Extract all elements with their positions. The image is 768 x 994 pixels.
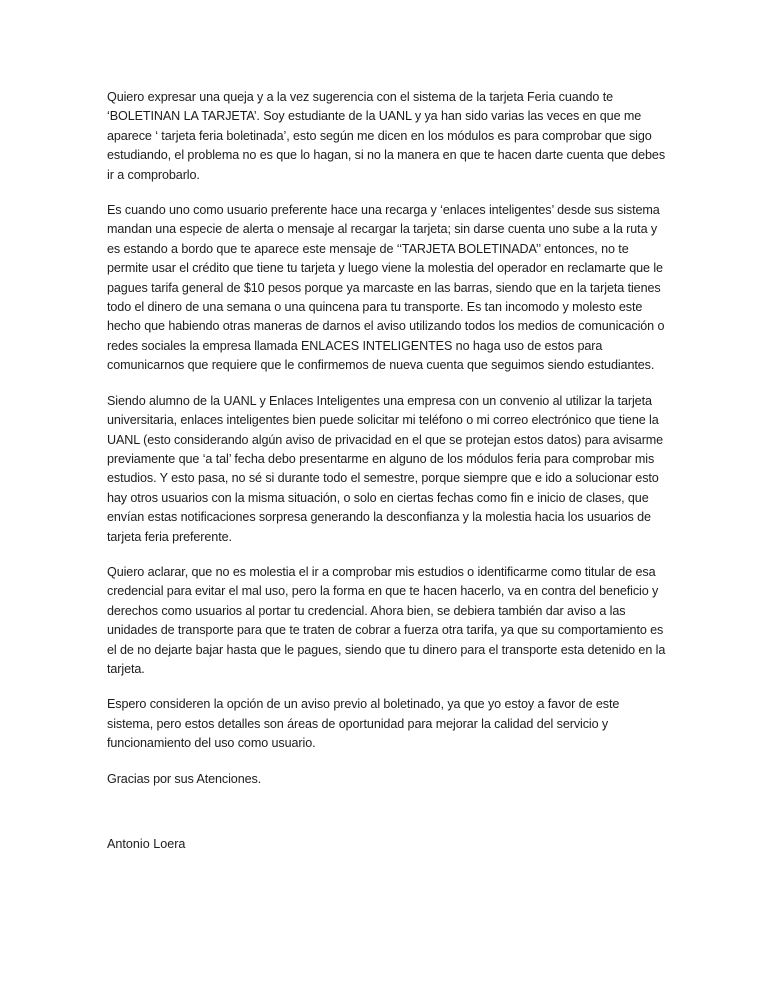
- paragraph-uanl-agreement: Siendo alumno de la UANL y Enlaces Inteligentes una empresa con un convenio al utilizar la tarjeta universitaria, enlaces inteligentes bien puede solicitar mi teléfono o mi correo electrónico que tiene la UANL (esto considerando algún aviso de privacidad en el que se protejan estos datos) para avisarme previamente que ‘a tal’ fecha debo presentarme en alguno de los módulos feria para comprobar mis estudios. Y esto pasa, no sé si durante todo el semestre, porque siempre que e ido a solucionar esto hay otros usuarios con la misma situación, o solo en ciertas fechas como fin e inicio de clases, que envían estas notificaciones sorpresa generando la desconfianza y la molestia hacia los usuarios de tarjeta feria preferente.: [107, 393, 664, 544]
- paragraph-suggestion: Espero consideren la opción de un aviso previo al boletinado, ya que yo estoy a favor de este sistema, pero estos detalles son áreas de oportunidad para mejorar la calidad del servicio y funcionamiento del uso como usuario.: [107, 697, 620, 751]
- paragraph-clarification: Quiero aclarar, que no es molestia el ir a comprobar mis estudios o identificarme como titular de esa credencial para evitar el mal uso, pero la forma en que te hacen hacerlo, va en contra del beneficio y derechos como usuarios al portar tu credencial. Ahora bien, se debiera también dar aviso a las unidades de transporte para que te traten de cobrar a fuerza otra tarifa, ya que su comportamiento es el de no dejarte bajar hasta que le pagues, siendo que tu dinero para el transporte esta detenido en la tarjeta.: [107, 564, 666, 676]
- letter-body: [107, 88, 667, 805]
- signature: Antonio Loera: [107, 837, 186, 851]
- paragraph-thanks: Gracias por sus Atenciones.: [107, 771, 262, 786]
- paragraph-recharge-alert: Es cuando uno como usuario preferente hace una recarga y ‘enlaces inteligentes’ desde sus sistema mandan una especie de alerta o mensaje al recargar la tarjeta; sin darse cuenta uno sube a la ruta y es estando a bordo que te aparece este mensaje de ‘‘TARJETA BOLETINADA’’ entonces, no te permite usar el crédito que tiene tu tarjeta y luego viene la molestia del operador en reclamarte que le pagues tarifa general de $10 pesos porque ya marcaste en las barras, siendo que en la tarjeta tienes todo el dinero de una semana o una quincena para tu transporte. Es tan incomodo y molesto este hecho que habiendo otras maneras de darnos el aviso utilizando todos los medios de comunicación o redes sociales la empresa llamada ENLACES INTELIGENTES no haga uso de estos para comunicarnos que requiere que le confirmemos de nueva cuenta que seguimos siendo estudiantes.: [107, 203, 665, 373]
- paragraph-complaint-intro: Quiero expresar una queja y a la vez sugerencia con el sistema de la tarjeta Feria cuando te ‘BOLETINAN LA TARJETA’. Soy estudiante de la UANL y ya han sido varias las veces en que me aparece ‘ tarjeta feria boletinada’, esto según me dicen en los módulos es para comprobar que sigo estudiando, el problema no es que lo hagan, si no la manera en que te hacen darte cuenta que debes ir a comprobarlo.: [107, 90, 666, 182]
